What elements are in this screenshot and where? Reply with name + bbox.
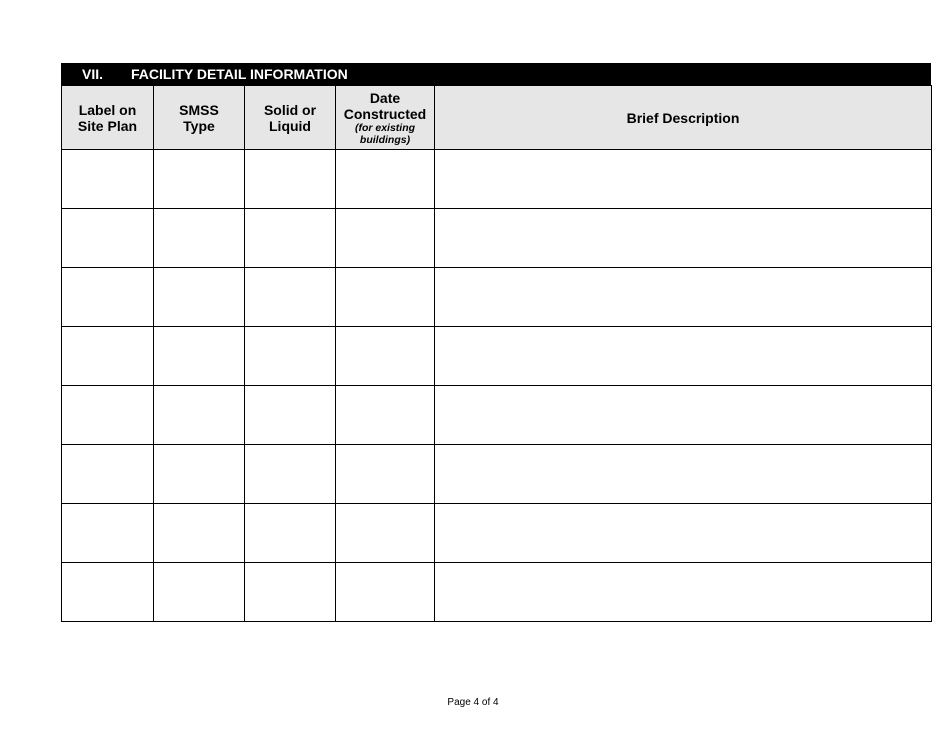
cell-solid-or-liquid[interactable] [245, 327, 336, 386]
cell-label-on-site-plan[interactable] [62, 209, 154, 268]
cell-solid-or-liquid[interactable] [245, 386, 336, 445]
section-number: VII. [82, 66, 104, 82]
cell-smss-type[interactable] [154, 563, 245, 622]
table-row [62, 268, 932, 327]
cell-brief-description[interactable] [435, 150, 932, 209]
cell-solid-or-liquid[interactable] [245, 563, 336, 622]
column-note-existing-buildings: (for existing buildings) [354, 121, 416, 146]
section-title: FACILITY DETAIL INFORMATION [131, 66, 348, 82]
column-header-date-constructed: Date Constructed (for existing buildings) [336, 86, 435, 150]
table-row [62, 563, 932, 622]
cell-label-on-site-plan[interactable] [62, 386, 154, 445]
page-number: Page 4 of 4 [447, 697, 499, 708]
cell-label-on-site-plan[interactable] [62, 563, 154, 622]
column-header-label-on-site-plan: Label on Site Plan [62, 86, 154, 150]
table-row [62, 386, 932, 445]
cell-date-constructed[interactable] [336, 327, 435, 386]
cell-brief-description[interactable] [435, 209, 932, 268]
cell-date-constructed[interactable] [336, 209, 435, 268]
section-header [61, 63, 931, 85]
table-row [62, 445, 932, 504]
cell-date-constructed[interactable] [336, 563, 435, 622]
cell-solid-or-liquid[interactable] [245, 445, 336, 504]
cell-label-on-site-plan[interactable] [62, 268, 154, 327]
cell-smss-type[interactable] [154, 268, 245, 327]
cell-solid-or-liquid[interactable] [245, 268, 336, 327]
cell-label-on-site-plan[interactable] [62, 150, 154, 209]
table-row [62, 504, 932, 563]
table-row [62, 327, 932, 386]
cell-solid-or-liquid[interactable] [245, 209, 336, 268]
cell-date-constructed[interactable] [336, 445, 435, 504]
cell-smss-type[interactable] [154, 504, 245, 563]
cell-smss-type[interactable] [154, 445, 245, 504]
cell-smss-type[interactable] [154, 209, 245, 268]
facility-detail-table [61, 85, 932, 622]
cell-smss-type[interactable] [154, 150, 245, 209]
cell-brief-description[interactable] [435, 563, 932, 622]
column-header-smss-type: SMSS Type [154, 86, 245, 150]
cell-date-constructed[interactable] [336, 150, 435, 209]
table-row [62, 150, 932, 209]
cell-brief-description[interactable] [435, 327, 932, 386]
table-header-row [62, 86, 932, 150]
table-row [62, 209, 932, 268]
facility-detail-form [61, 63, 931, 622]
cell-solid-or-liquid[interactable] [245, 504, 336, 563]
table-body [62, 150, 932, 622]
cell-brief-description[interactable] [435, 386, 932, 445]
cell-brief-description[interactable] [435, 268, 932, 327]
cell-solid-or-liquid[interactable] [245, 150, 336, 209]
cell-label-on-site-plan[interactable] [62, 504, 154, 563]
cell-brief-description[interactable] [435, 504, 932, 563]
cell-brief-description[interactable] [435, 445, 932, 504]
column-header-solid-or-liquid: Solid or Liquid [245, 86, 336, 150]
cell-label-on-site-plan[interactable] [62, 445, 154, 504]
cell-smss-type[interactable] [154, 386, 245, 445]
cell-label-on-site-plan[interactable] [62, 327, 154, 386]
cell-date-constructed[interactable] [336, 504, 435, 563]
cell-date-constructed[interactable] [336, 268, 435, 327]
column-header-brief-description: Brief Description [435, 86, 932, 150]
cell-date-constructed[interactable] [336, 386, 435, 445]
cell-smss-type[interactable] [154, 327, 245, 386]
